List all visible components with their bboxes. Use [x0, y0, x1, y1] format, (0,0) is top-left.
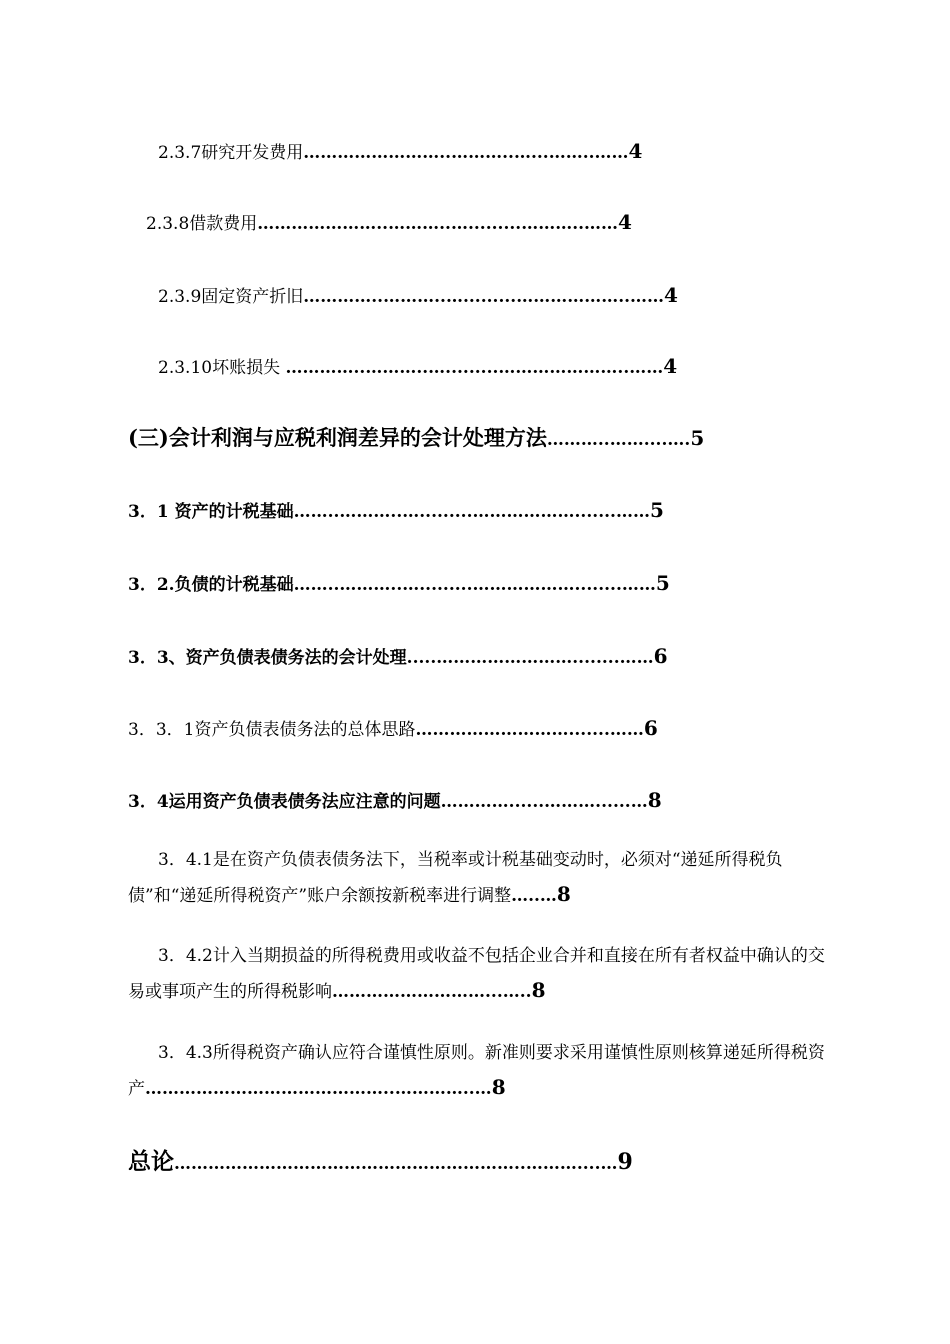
toc-entry-label: 2.3.9固定资产折旧 [158, 287, 304, 307]
toc-entry-label: 3．4.3所得税资产确认应符合谨慎性原则。新准则要求采用谨慎性原则核算递延所得税资产 [128, 1043, 825, 1099]
toc-page-number: 8 [647, 788, 662, 812]
toc-entry-label: 3．3．1资产负债表债务法的总体思路 [128, 720, 416, 740]
toc-entry-label: 2.3.10坏账损失 [158, 358, 286, 378]
toc-page-number: 8 [531, 978, 546, 1002]
toc-leader: ……………………………………………………..………....… [174, 1154, 618, 1174]
toc-leader: ……..………..….........……………….......…… [293, 502, 650, 522]
toc-entry-wrapped [128, 1036, 828, 1106]
toc-entry-label: 3．4.1是在资产负债表债务法下，当税率或计税基础变动时，必须对“递延所得税负债”和“递延所得税资产”账户余额按新税率进行调整 [128, 850, 783, 906]
toc-page-number: 8 [556, 882, 571, 906]
toc-entry [128, 790, 662, 811]
toc-page-number: 6 [643, 716, 658, 740]
toc-page-number: 5 [649, 498, 664, 522]
toc-page-number: 4 [663, 354, 678, 378]
toc-page-number: 4 [628, 139, 643, 163]
toc-entry-label: 3．1 资产的计税基础 [128, 502, 294, 522]
toc-leader: ………..……....…. [546, 430, 691, 450]
toc-entry-wrapped [128, 939, 828, 1009]
toc-entry-conclusion [128, 1150, 633, 1173]
toc-leader: …………..………..….........…………………..…… [285, 358, 664, 378]
toc-entry-label: 3．4.2计入当期损益的所得税费用或收益不包括企业合并和直接在所有者权益中确认的交易或事项产生的所得税影响 [128, 946, 825, 1002]
toc-entry-label: 2.3.7研究开发费用 [158, 143, 304, 163]
toc-entry-wrapped [128, 843, 828, 913]
toc-leader: …..… [511, 886, 557, 906]
toc-leader: ……..………..….........………………........…… [293, 575, 656, 595]
toc-entry-label: 2.3.8借款费用 [146, 214, 258, 234]
toc-entry [146, 212, 632, 233]
toc-entry-label: 3．3、资产负债表债务法的会计处理 [128, 648, 407, 668]
toc-page-number: 5 [655, 571, 670, 595]
toc-entry [158, 356, 677, 377]
toc-entry [128, 718, 658, 739]
toc-entry-section [128, 427, 704, 449]
toc-leader: ……………………………………..…………..… [145, 1079, 492, 1099]
toc-page-number: 5 [690, 426, 705, 450]
toc-page-number: 6 [653, 644, 668, 668]
toc-page-number: 9 [617, 1149, 633, 1175]
toc-entry-label: (三)会计利润与应税利润差异的会计处理方法 [128, 425, 547, 450]
toc-leader: ……………………….......…… [415, 720, 644, 740]
toc-leader: …………………..………..….........………..…… [257, 214, 619, 234]
toc-leader: …………......………......… [440, 792, 648, 812]
toc-leader: …………..………..….........………………..…… [303, 287, 665, 307]
toc-entry-label: 总论 [128, 1148, 174, 1175]
toc-leader: ……………………..………..…...……..…… [303, 143, 629, 163]
toc-page-number: 8 [491, 1075, 506, 1099]
toc-entry [128, 646, 668, 667]
toc-leader: .....……………………........…… [406, 648, 654, 668]
toc-page-number: 4 [618, 210, 632, 234]
toc-page-number: 4 [664, 283, 678, 307]
toc-entry [128, 500, 664, 521]
toc-entry-label: 3．4运用资产负债表债务法应注意的问题 [128, 792, 441, 812]
toc-entry-label: 3．2.负债的计税基础 [128, 575, 294, 595]
toc-entry [158, 141, 642, 162]
toc-leader: ………………………...….. [332, 982, 532, 1002]
toc-entry [128, 573, 670, 594]
toc-entry [158, 285, 678, 306]
